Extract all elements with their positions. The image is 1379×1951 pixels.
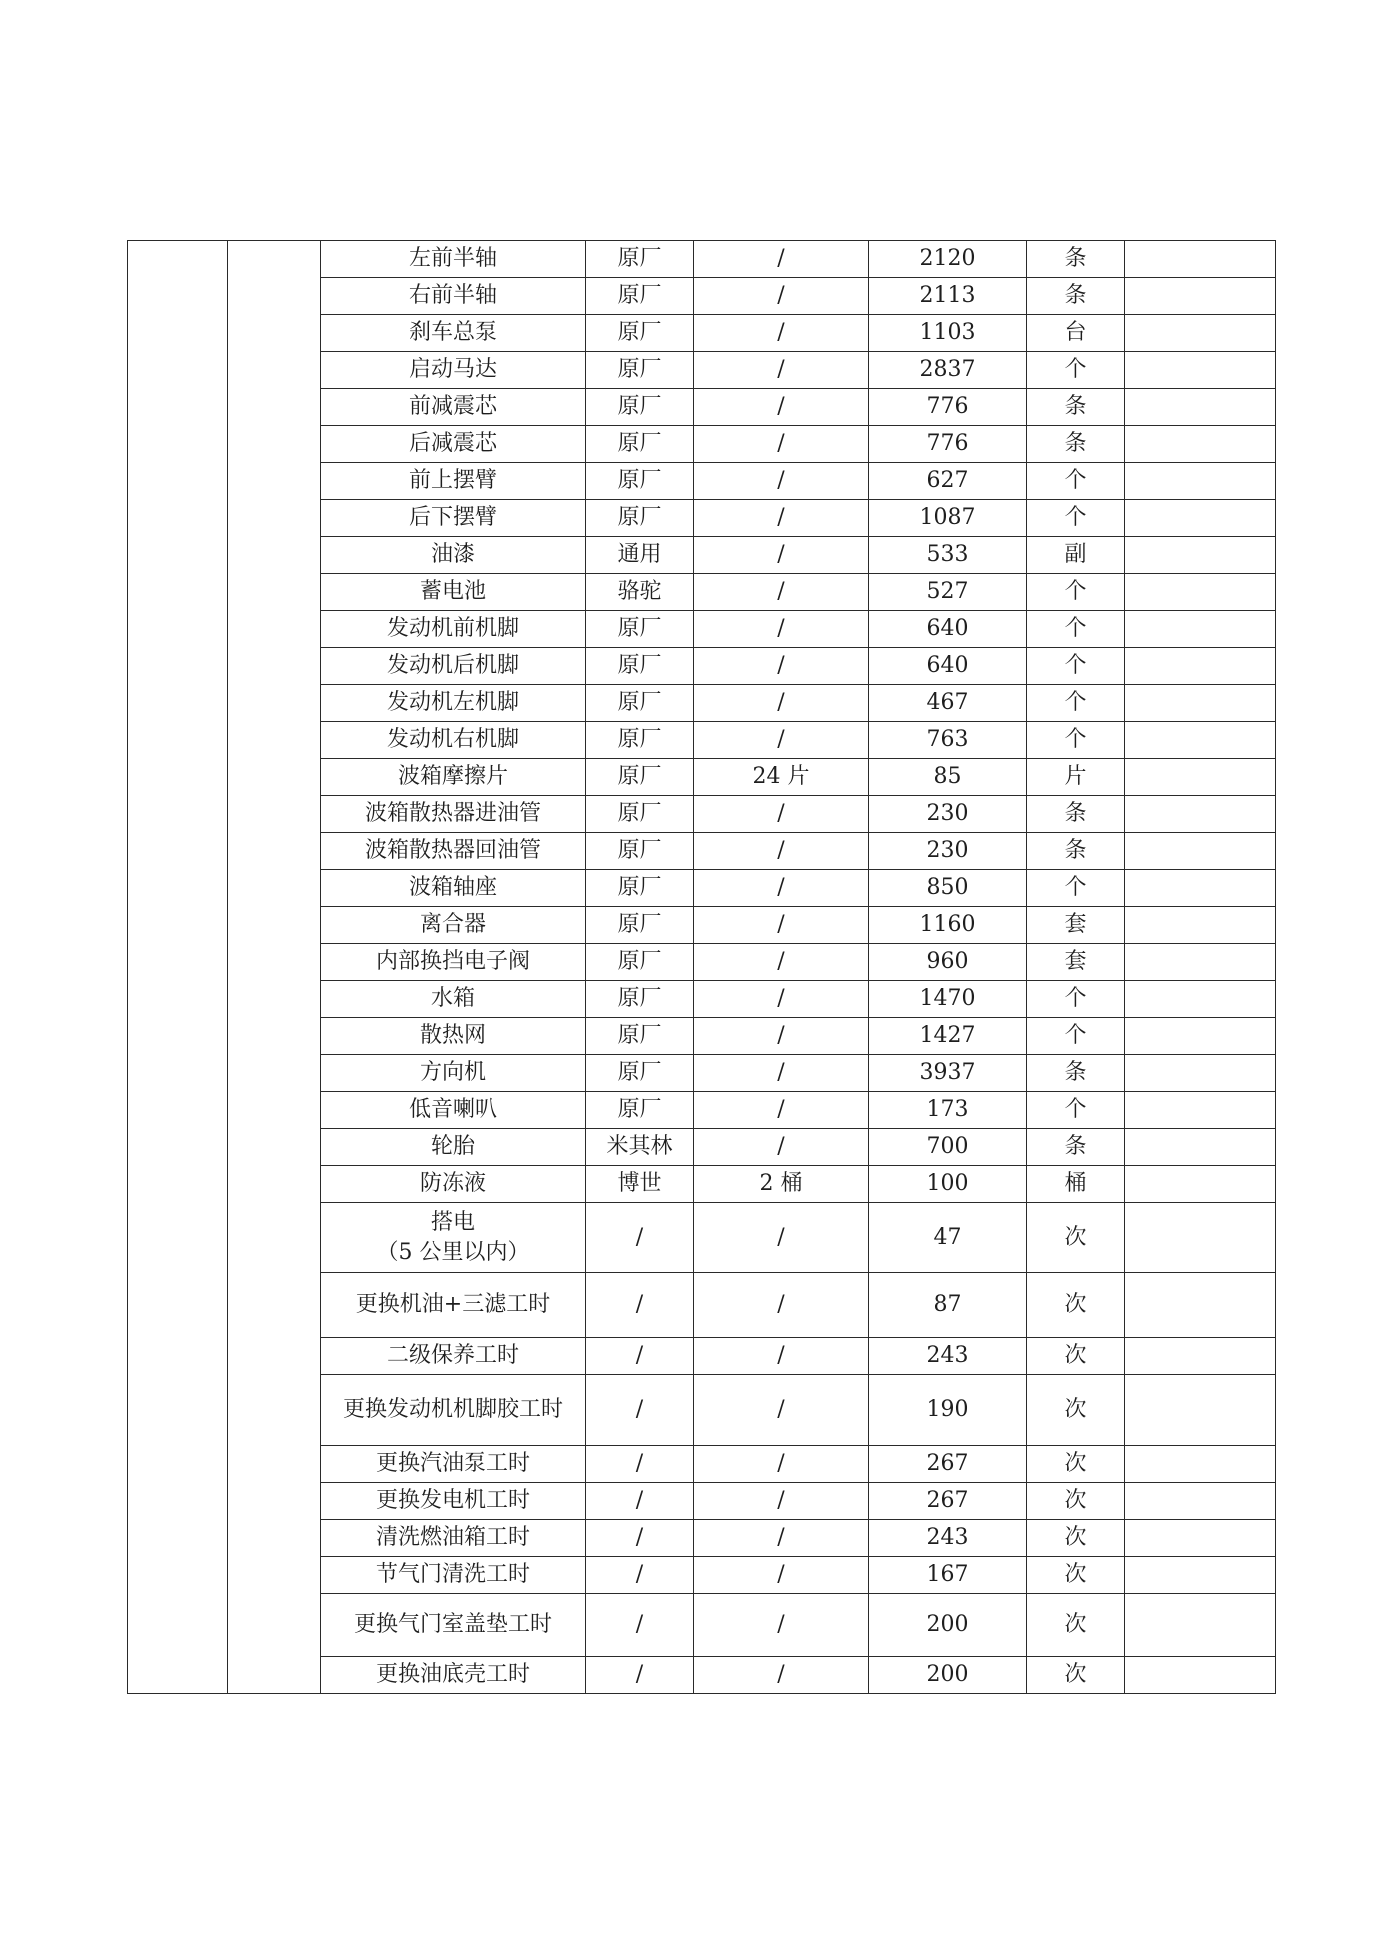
spec-cell: /: [694, 1273, 869, 1338]
unit-cell: 套: [1027, 907, 1125, 944]
item-name-cell: 更换发动机机脚胶工时: [321, 1375, 586, 1446]
price-cell: 2113: [869, 278, 1027, 315]
brand-cell: 原厂: [586, 389, 694, 426]
brand-cell: 原厂: [586, 278, 694, 315]
spec-cell: /: [694, 685, 869, 722]
price-cell: 200: [869, 1657, 1027, 1694]
brand-cell: 原厂: [586, 611, 694, 648]
item-name-cell: 轮胎: [321, 1129, 586, 1166]
price-cell: 87: [869, 1273, 1027, 1338]
price-cell: 2120: [869, 241, 1027, 278]
spec-cell: 24 片: [694, 759, 869, 796]
note-cell: [1125, 907, 1276, 944]
brand-cell: 原厂: [586, 426, 694, 463]
brand-cell: 原厂: [586, 352, 694, 389]
item-name-cell: 前上摆臂: [321, 463, 586, 500]
unit-cell: 套: [1027, 944, 1125, 981]
brand-cell: /: [586, 1375, 694, 1446]
item-name-cell: 水箱: [321, 981, 586, 1018]
unit-cell: 个: [1027, 500, 1125, 537]
price-cell: 763: [869, 722, 1027, 759]
price-cell: 100: [869, 1166, 1027, 1203]
item-name-cell: 右前半轴: [321, 278, 586, 315]
spec-cell: /: [694, 1338, 869, 1375]
item-name-cell: 内部换挡电子阀: [321, 944, 586, 981]
note-cell: [1125, 1166, 1276, 1203]
price-cell: 776: [869, 389, 1027, 426]
price-cell: 85: [869, 759, 1027, 796]
item-name-cell: 搭电 （5 公里以内）: [321, 1203, 586, 1273]
item-name-cell: 低音喇叭: [321, 1092, 586, 1129]
note-cell: [1125, 796, 1276, 833]
price-cell: 640: [869, 611, 1027, 648]
note-cell: [1125, 426, 1276, 463]
spec-cell: /: [694, 1092, 869, 1129]
brand-cell: 原厂: [586, 722, 694, 759]
note-cell: [1125, 278, 1276, 315]
unit-cell: 个: [1027, 1092, 1125, 1129]
spec-cell: /: [694, 833, 869, 870]
price-cell: 267: [869, 1483, 1027, 1520]
brand-cell: 原厂: [586, 833, 694, 870]
spec-cell: /: [694, 1129, 869, 1166]
spec-cell: /: [694, 1055, 869, 1092]
item-name-cell: 防冻液: [321, 1166, 586, 1203]
note-cell: [1125, 648, 1276, 685]
spec-cell: /: [694, 796, 869, 833]
spec-cell: /: [694, 1657, 869, 1694]
brand-cell: 米其林: [586, 1129, 694, 1166]
spec-cell: /: [694, 426, 869, 463]
price-cell: 200: [869, 1594, 1027, 1657]
brand-cell: 原厂: [586, 685, 694, 722]
price-cell: 1427: [869, 1018, 1027, 1055]
spec-cell: /: [694, 352, 869, 389]
category-col-1: [128, 241, 228, 1694]
unit-cell: 次: [1027, 1203, 1125, 1273]
brand-cell: 原厂: [586, 315, 694, 352]
item-name-cell: 发动机后机脚: [321, 648, 586, 685]
price-cell: 700: [869, 1129, 1027, 1166]
price-cell: 640: [869, 648, 1027, 685]
spec-cell: /: [694, 648, 869, 685]
unit-cell: 次: [1027, 1338, 1125, 1375]
unit-cell: 次: [1027, 1446, 1125, 1483]
note-cell: [1125, 1203, 1276, 1273]
unit-cell: 条: [1027, 278, 1125, 315]
brand-cell: 原厂: [586, 1055, 694, 1092]
note-cell: [1125, 759, 1276, 796]
unit-cell: 个: [1027, 648, 1125, 685]
price-cell: 190: [869, 1375, 1027, 1446]
price-cell: 850: [869, 870, 1027, 907]
unit-cell: 个: [1027, 1018, 1125, 1055]
spec-cell: /: [694, 537, 869, 574]
price-cell: 627: [869, 463, 1027, 500]
item-name-cell: 前减震芯: [321, 389, 586, 426]
brand-cell: 原厂: [586, 907, 694, 944]
note-cell: [1125, 611, 1276, 648]
note-cell: [1125, 1520, 1276, 1557]
note-cell: [1125, 1338, 1276, 1375]
item-name-cell: 散热网: [321, 1018, 586, 1055]
unit-cell: 片: [1027, 759, 1125, 796]
unit-cell: 台: [1027, 315, 1125, 352]
note-cell: [1125, 241, 1276, 278]
price-cell: 230: [869, 833, 1027, 870]
unit-cell: 副: [1027, 537, 1125, 574]
note-cell: [1125, 1483, 1276, 1520]
spec-cell: /: [694, 278, 869, 315]
brand-cell: /: [586, 1203, 694, 1273]
spec-cell: /: [694, 944, 869, 981]
item-name-cell: 离合器: [321, 907, 586, 944]
item-name-cell: 波箱散热器回油管: [321, 833, 586, 870]
unit-cell: 次: [1027, 1273, 1125, 1338]
brand-cell: 通用: [586, 537, 694, 574]
unit-cell: 桶: [1027, 1166, 1125, 1203]
category-col-2: [228, 241, 321, 1694]
item-name-cell: 清洗燃油箱工时: [321, 1520, 586, 1557]
note-cell: [1125, 685, 1276, 722]
note-cell: [1125, 722, 1276, 759]
spec-cell: /: [694, 1483, 869, 1520]
item-name-cell: 节气门清洗工时: [321, 1557, 586, 1594]
price-cell: 467: [869, 685, 1027, 722]
brand-cell: 原厂: [586, 796, 694, 833]
spec-cell: /: [694, 1446, 869, 1483]
note-cell: [1125, 1018, 1276, 1055]
unit-cell: 个: [1027, 463, 1125, 500]
unit-cell: 条: [1027, 241, 1125, 278]
item-name-cell: 更换油底壳工时: [321, 1657, 586, 1694]
unit-cell: 条: [1027, 1055, 1125, 1092]
brand-cell: 原厂: [586, 463, 694, 500]
spec-cell: /: [694, 611, 869, 648]
note-cell: [1125, 981, 1276, 1018]
brand-cell: /: [586, 1594, 694, 1657]
price-cell: 47: [869, 1203, 1027, 1273]
spec-cell: /: [694, 907, 869, 944]
unit-cell: 次: [1027, 1375, 1125, 1446]
unit-cell: 个: [1027, 574, 1125, 611]
price-cell: 173: [869, 1092, 1027, 1129]
note-cell: [1125, 500, 1276, 537]
note-cell: [1125, 389, 1276, 426]
price-cell: 1087: [869, 500, 1027, 537]
note-cell: [1125, 1055, 1276, 1092]
item-name-cell: 波箱散热器进油管: [321, 796, 586, 833]
unit-cell: 条: [1027, 833, 1125, 870]
unit-cell: 条: [1027, 426, 1125, 463]
brand-cell: /: [586, 1657, 694, 1694]
spec-cell: /: [694, 1018, 869, 1055]
brand-cell: /: [586, 1520, 694, 1557]
brand-cell: 原厂: [586, 981, 694, 1018]
spec-cell: /: [694, 981, 869, 1018]
spec-cell: /: [694, 389, 869, 426]
unit-cell: 次: [1027, 1520, 1125, 1557]
brand-cell: 原厂: [586, 870, 694, 907]
item-name-cell: 油漆: [321, 537, 586, 574]
brand-cell: 原厂: [586, 944, 694, 981]
price-cell: 776: [869, 426, 1027, 463]
spec-cell: /: [694, 500, 869, 537]
price-cell: 167: [869, 1557, 1027, 1594]
brand-cell: /: [586, 1557, 694, 1594]
item-name-cell: 蓄电池: [321, 574, 586, 611]
unit-cell: 次: [1027, 1557, 1125, 1594]
item-name-cell: 更换汽油泵工时: [321, 1446, 586, 1483]
item-name-cell: 后减震芯: [321, 426, 586, 463]
brand-cell: 博世: [586, 1166, 694, 1203]
item-name-cell: 刹车总泵: [321, 315, 586, 352]
unit-cell: 个: [1027, 352, 1125, 389]
note-cell: [1125, 537, 1276, 574]
item-name-cell: 波箱摩擦片: [321, 759, 586, 796]
item-name-cell: 更换气门室盖垫工时: [321, 1594, 586, 1657]
price-cell: 1160: [869, 907, 1027, 944]
item-name-cell: 后下摆臂: [321, 500, 586, 537]
price-cell: 527: [869, 574, 1027, 611]
note-cell: [1125, 1092, 1276, 1129]
price-cell: 243: [869, 1338, 1027, 1375]
unit-cell: 个: [1027, 685, 1125, 722]
brand-cell: 原厂: [586, 1092, 694, 1129]
spec-cell: /: [694, 315, 869, 352]
brand-cell: /: [586, 1273, 694, 1338]
unit-cell: 个: [1027, 981, 1125, 1018]
unit-cell: 条: [1027, 796, 1125, 833]
price-cell: 230: [869, 796, 1027, 833]
unit-cell: 次: [1027, 1657, 1125, 1694]
item-name-cell: 二级保养工时: [321, 1338, 586, 1375]
price-cell: 3937: [869, 1055, 1027, 1092]
table-body: [128, 241, 1276, 1694]
unit-cell: 条: [1027, 389, 1125, 426]
note-cell: [1125, 1657, 1276, 1694]
note-cell: [1125, 1129, 1276, 1166]
note-cell: [1125, 1375, 1276, 1446]
note-cell: [1125, 315, 1276, 352]
brand-cell: 原厂: [586, 241, 694, 278]
spec-cell: /: [694, 1375, 869, 1446]
item-name-cell: 发动机左机脚: [321, 685, 586, 722]
item-name-cell: 左前半轴: [321, 241, 586, 278]
price-cell: 1470: [869, 981, 1027, 1018]
note-cell: [1125, 1273, 1276, 1338]
table-row: [128, 241, 1276, 278]
spec-cell: /: [694, 1203, 869, 1273]
brand-cell: 原厂: [586, 500, 694, 537]
note-cell: [1125, 1557, 1276, 1594]
item-name-cell: 波箱轴座: [321, 870, 586, 907]
spec-cell: /: [694, 1520, 869, 1557]
note-cell: [1125, 1594, 1276, 1657]
note-cell: [1125, 352, 1276, 389]
unit-cell: 个: [1027, 722, 1125, 759]
brand-cell: 原厂: [586, 759, 694, 796]
price-cell: 960: [869, 944, 1027, 981]
parts-price-table: [127, 240, 1276, 1694]
brand-cell: /: [586, 1446, 694, 1483]
price-cell: 243: [869, 1520, 1027, 1557]
price-cell: 533: [869, 537, 1027, 574]
unit-cell: 次: [1027, 1483, 1125, 1520]
spec-cell: /: [694, 241, 869, 278]
item-name-cell: 方向机: [321, 1055, 586, 1092]
item-name-cell: 更换发电机工时: [321, 1483, 586, 1520]
item-name-cell: 发动机右机脚: [321, 722, 586, 759]
note-cell: [1125, 870, 1276, 907]
brand-cell: /: [586, 1338, 694, 1375]
spec-cell: /: [694, 1594, 869, 1657]
item-name-cell: 发动机前机脚: [321, 611, 586, 648]
unit-cell: 次: [1027, 1594, 1125, 1657]
note-cell: [1125, 833, 1276, 870]
unit-cell: 个: [1027, 870, 1125, 907]
brand-cell: 原厂: [586, 1018, 694, 1055]
spec-cell: /: [694, 870, 869, 907]
spec-cell: /: [694, 722, 869, 759]
price-cell: 1103: [869, 315, 1027, 352]
price-cell: 2837: [869, 352, 1027, 389]
price-cell: 267: [869, 1446, 1027, 1483]
item-name-cell: 启动马达: [321, 352, 586, 389]
note-cell: [1125, 1446, 1276, 1483]
spec-cell: 2 桶: [694, 1166, 869, 1203]
note-cell: [1125, 574, 1276, 611]
unit-cell: 条: [1027, 1129, 1125, 1166]
spec-cell: /: [694, 1557, 869, 1594]
unit-cell: 个: [1027, 611, 1125, 648]
brand-cell: 原厂: [586, 648, 694, 685]
spec-cell: /: [694, 463, 869, 500]
spec-cell: /: [694, 574, 869, 611]
note-cell: [1125, 944, 1276, 981]
item-name-cell: 更换机油+三滤工时: [321, 1273, 586, 1338]
brand-cell: /: [586, 1483, 694, 1520]
brand-cell: 骆驼: [586, 574, 694, 611]
note-cell: [1125, 463, 1276, 500]
